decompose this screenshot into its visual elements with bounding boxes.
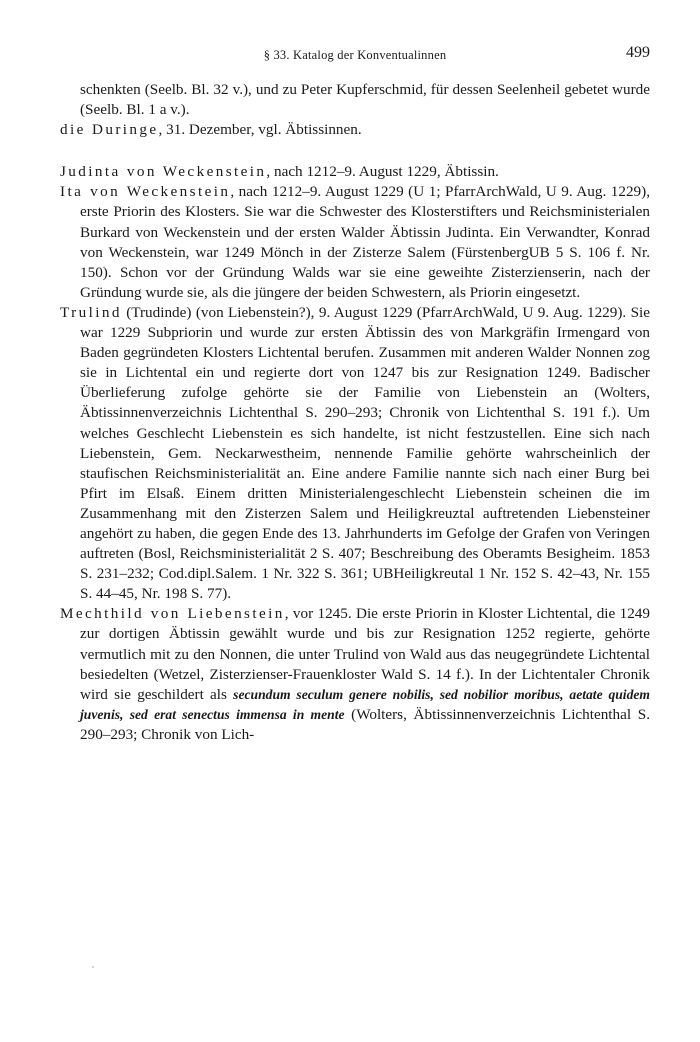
entry-text: schenkten (Seelb. Bl. 32 v.), und zu Peter Kupferschmid, für dessen Seelenheil gebetet wurde (Seelb. Bl. 1 a v.).: [80, 81, 650, 119]
entry-continuation: [60, 80, 650, 120]
entry-text: , vor 1245. Die erste Priorin in Kloster Lichtental, die 1249 zur dortigen Äbtissin gewählt wurde und bis zur Resignation 1252 regierte, gehörte vermutlich mit zu den Nonnen, die unter Trulind von Wald aus das neugegründete Lichtental besiedelten (Wetzel, Zisterzienser-Frauenkloster Wald S. 14 f.). In der Lichtentaler Chronik wird sie geschildert als: [80, 605, 650, 703]
scan-speck: [92, 966, 94, 968]
entry-duringe: [60, 120, 650, 140]
entry-judinta: [60, 162, 650, 182]
entry-text-after: (Wolters, Äbtissinnenverzeichnis Lichtenthal S. 290–293; Chronik von Lich-: [80, 705, 650, 743]
entry-name: Mechthild von Liebenstein: [60, 605, 285, 623]
entry-text: , nach 1212–9. August 1229 (U 1; PfarrArchWald, U 9. Aug. 1229), erste Priorin des Klosters. Sie war die Schwester des Klosterstifters und Reichsministerialen Burkard von Weckenstein und der ersten Walder Äbtissin Judinta. Ein Verwandter, Konrad von Weckenstein, war 1249 Mönch in der Zisterze Salem (FürstenbergUB 5 S. 106 f. Nr. 150). Schon vor der Gründung Walds war sie eine geweihte Zisterzienserin, nach der Gründung wurde sie, als die jüngere der beiden Schwestern, als Priorin eingesetzt.: [80, 183, 650, 301]
page-number: 499: [626, 44, 650, 61]
entry-text: (Trudinde) (von Liebenstein?), 9. August 1229 (PfarrArchWald, U 9. Aug. 1229). Sie war 1229 Subpriorin und wurde zur ersten Äbtissin des von Markgräfin Irmengard von Baden gegründeten Klosters Lichtental berufen. Zusammen mit anderen Walder Nonnen zog sie in Lichtental ein und regierte dort von 1247 bis zur Resignation 1249. Badischer Überlieferung zufolge gehörte sie der Familie von Liebenstein an (Wolters, Äbtissinnenverzeichnis Lichtenthal S. 290–293; Chronik von Lichtenthal S. 191 f.). Um welches Geschlecht Liebenstein es sich handelte, ist nicht festzustellen. Eine sich nach Liebenstein, Gem. Neckarwestheim, nennende Familie gehörte wahrscheinlich der staufischen Reichsministerialität an. Eine andere Familie nannte sich nach einer Burg bei Pfirt im Elsaß. Einem dritten Ministerialengeschlecht Liebenstein scheinen die im Zusammenhang mit den Zisterzen Salem und Heiligkreuztal auftretenden Liebensteiner angehört zu haben, die gegen Ende des 13. Jahrhunderts im Gefolge der Grafen von Veringen auftreten (Bosl, Reichsministerialität 2 S. 407; Beschreibung des Oberamts Besigheim. 1853 S. 231–232; Cod.dipl.Salem. 1 Nr. 322 S. 361; UBHeiligkreutal 1 Nr. 152 S. 42–43, Nr. 155 S. 44–45, Nr. 198 S. 77).: [80, 303, 650, 603]
section-gap: [60, 140, 650, 162]
entry-name: Trulind: [60, 303, 122, 321]
entry-name: Ita von Weckenstein: [60, 183, 231, 201]
entry-name: Judinta von Weckenstein: [60, 163, 267, 181]
running-head: § 33. Katalog der Konventualinnen: [263, 48, 447, 62]
entry-trulind: [60, 303, 650, 604]
entry-name: die Duringe: [60, 121, 159, 139]
entry-ita: [60, 182, 650, 303]
page-body: [60, 80, 650, 745]
page-header: [60, 44, 650, 70]
entry-mechthild: [60, 604, 650, 745]
entry-text: , nach 1212–9. August 1229, Äbtissin.: [266, 163, 499, 181]
latin-quote: secundum seculum genere nobilis, sed nobilior moribus, aetate quidem juvenis, sed erat senectus immensa in mente: [80, 686, 650, 722]
entry-text: , 31. Dezember, vgl. Äbtissinnen.: [158, 121, 362, 139]
